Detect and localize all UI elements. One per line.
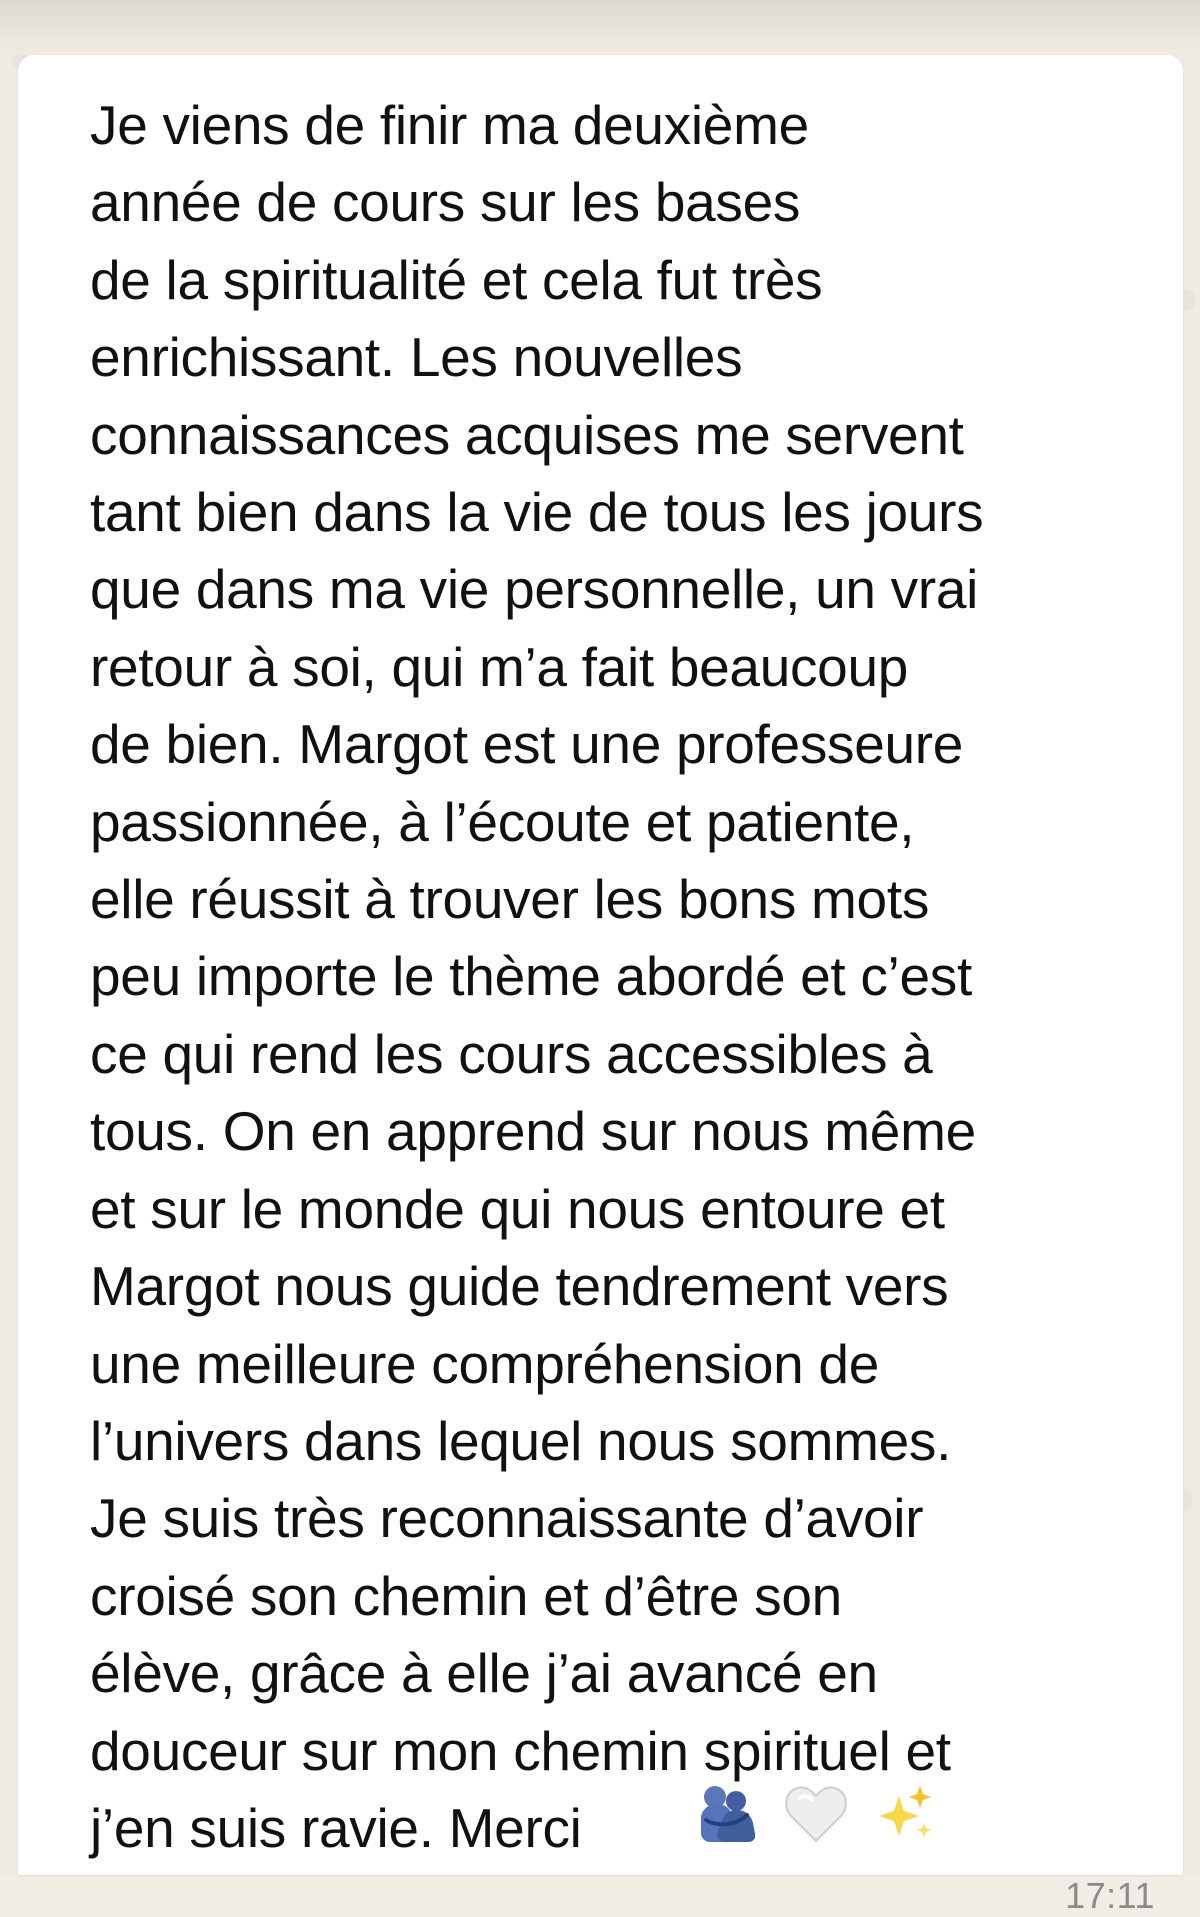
message-text: Je viens de finir ma deuxième année de cours sur les bases de la spiritualité et cela fut très enrichissant. Les nouvelles connaissances acquises me servent tant bien dans la vie de tous les jours que dans ma vie personnelle, un vrai retour à soi, qui m’a fait beaucoup de bien. Margot est une professeure passionnée, à l’écoute et patiente, elle réussit à trouver les bons mots peu importe le thème abordé et c’est ce qui rend les cours accessibles à tous. On en apprend sur nous même et sur le monde qui nous entoure et Margot nous guide tendrement vers une meilleure compréhension de l’univers dans lequel nous sommes. Je suis très reconnaissante d’avoir croisé son chemin et d’être son élève, grâce à elle j’ai avancé en douceur sur mon chemin spirituel et j’en suis ravie. Merci: [90, 94, 984, 1859]
message-timestamp: 17:11: [1065, 1875, 1155, 1916]
white-heart-emoji: [781, 1780, 851, 1850]
message-emojis: [693, 1770, 939, 1860]
message-bubble[interactable]: [18, 55, 1183, 1916]
sparkles-emoji: [869, 1780, 939, 1850]
hugging-people-emoji: [693, 1780, 763, 1850]
previous-message-edge: [0, 0, 1200, 55]
